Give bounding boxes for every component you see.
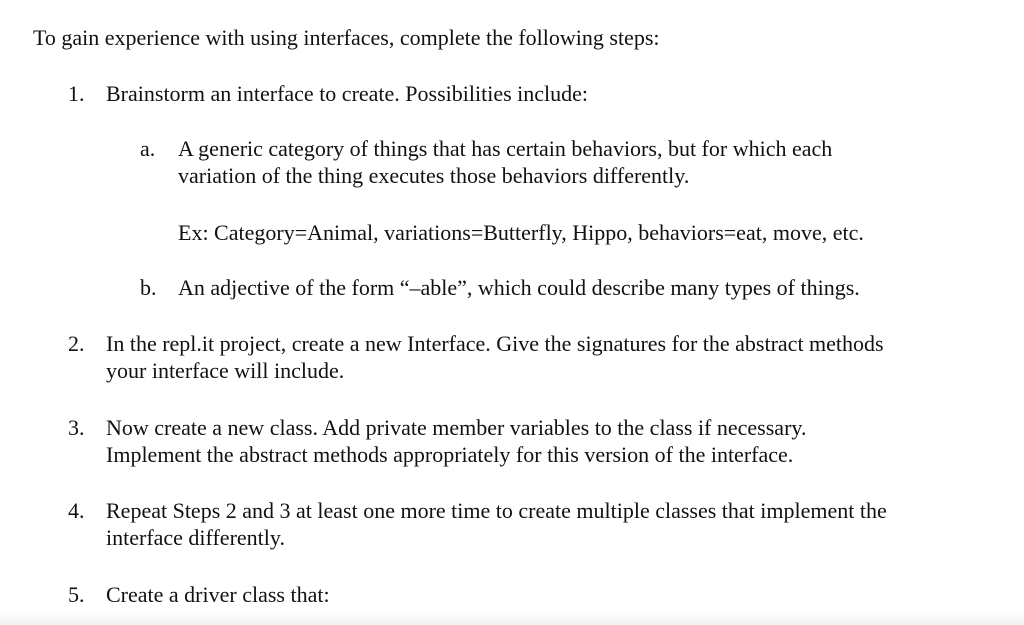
step-text: Repeat Steps 2 and 3 at least one more time to create multiple classes that implement the — [106, 498, 887, 523]
page-bottom-edge — [0, 612, 1024, 625]
step-number: 2. — [68, 331, 85, 356]
step-text: Create a driver class that: — [106, 582, 330, 607]
step-number: 3. — [68, 415, 85, 440]
substep-letter: b. — [140, 275, 157, 300]
step-text: your interface will include. — [106, 358, 345, 383]
step-text: Now create a new class. Add private member variables to the class if necessary. — [106, 415, 807, 440]
substep-text: An adjective of the form “–able”, which could describe many types of things. — [178, 275, 860, 300]
step-text: interface differently. — [106, 525, 285, 550]
step-text: Brainstorm an interface to create. Possibilities include: — [106, 81, 589, 106]
substep-text: variation of the thing executes those behaviors differently. — [178, 163, 690, 188]
step-text: Implement the abstract methods appropriately for this version of the interface. — [106, 442, 794, 467]
step-text: In the repl.it project, create a new Interface. Give the signatures for the abstract methods — [106, 331, 884, 356]
substep-text: A generic category of things that has certain behaviors, but for which each — [178, 136, 833, 161]
example-text: Ex: Category=Animal, variations=Butterfly, Hippo, behaviors=eat, move, etc. — [178, 220, 864, 245]
step-number: 4. — [68, 498, 85, 523]
step-number: 1. — [68, 81, 85, 106]
intro-text: To gain experience with using interfaces, complete the following steps: — [33, 25, 660, 50]
step-number: 5. — [68, 582, 85, 607]
substep-letter: a. — [140, 136, 156, 161]
